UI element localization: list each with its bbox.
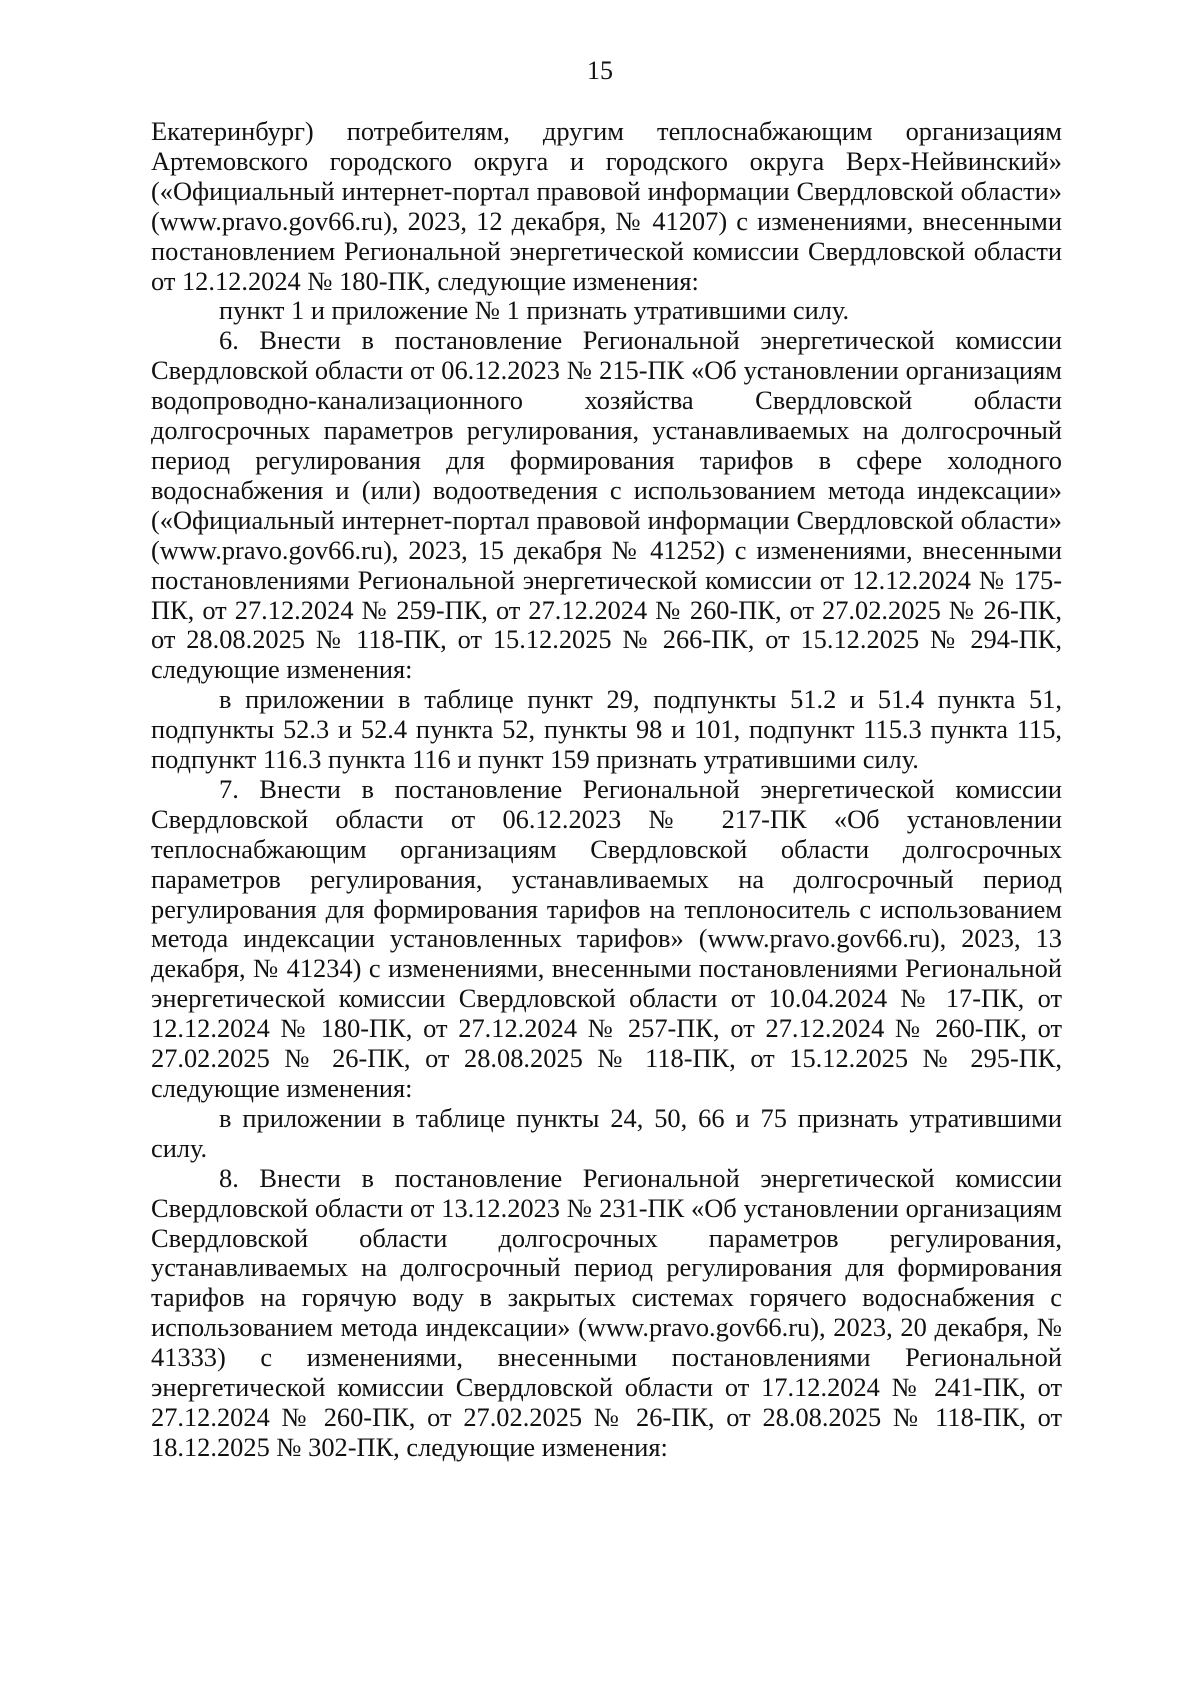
- paragraph-item-6-change: в приложении в таблице пункт 29, подпункты 51.2 и 51.4 пункта 51, подпункты 52.3 и 52.4 пункта 52, пункты 98 и 101, подпункт 115.3 пункта 115, подпункт 116.3 пункта 116 и пункт 159 признать утратившими силу.: [151, 684, 1062, 775]
- page-number: 15: [587, 56, 613, 85]
- document-body: [151, 117, 1062, 1463]
- paragraph-continuation: Екатеринбург) потребителям, другим теплоснабжающим организациям Артемовского городского округа и городского округа Верх-Нейвинский» («Официальный интернет-портал правовой информации Свердловской области» (www.pravo.gov66.ru), 2023, 12 декабря, № 41207) с изменениями, внесенными постановлением Региональной энергетической комиссии Свердловской области от 12.12.2024 № 180-ПК, следующие изменения:: [151, 116, 1062, 296]
- paragraph-item-8: 8. Внести в постановление Региональной энергетической комиссии Свердловской области от 13.12.2023 № 231-ПК «Об установлении организациям Свердловской области долгосрочных параметров регулирования, устанавливаемых на долгосрочный период регулирования для формирования тарифов на горячую воду в закрытых системах горячего водоснабжения с использованием метода индексации» (www.pravo.gov66.ru), 2023, 20 декабря, № 41333) с изменениями, внесенными постановлениями Региональной энергетической комиссии Свердловской области от 17.12.2024 № 241-ПК, от 27.12.2024 № 260-ПК, от 27.02.2025 № 26-ПК, от 28.08.2025 № 118-ПК, от 18.12.2025 № 302-ПК, следующие изменения:: [151, 1162, 1062, 1462]
- paragraph-item-7-change: в приложении в таблице пункты 24, 50, 66 и 75 признать утратившими силу.: [151, 1102, 1062, 1163]
- paragraph-item-7: 7. Внести в постановление Региональной энергетической комиссии Свердловской области от 06.12.2023 № 217-ПК «Об установлении теплоснабжающим организациям Свердловской области долгосрочных параметров регулирования, устанавливаемых на долгосрочный период регулирования для формирования тарифов на теплоноситель с использованием метода индексации установленных тарифов» (www.pravo.gov66.ru), 2023, 13 декабря, № 41234) с изменениями, внесенными постановлениями Региональной энергетической комиссии Свердловской области от 10.04.2024 № 17-ПК, от 12.12.2024 № 180-ПК, от 27.12.2024 № 257-ПК, от 27.12.2024 № 260-ПК, от 27.02.2025 № 26-ПК, от 28.08.2025 № 118-ПК, от 15.12.2025 № 295-ПК, следующие изменения:: [151, 773, 1062, 1103]
- paragraph-item-5-change: пункт 1 и приложение № 1 признать утратившими силу.: [219, 295, 850, 326]
- paragraph-item-6: 6. Внести в постановление Региональной энергетической комиссии Свердловской области от 06.12.2023 № 215-ПК «Об установлении организациям водопроводно-канализационного хозяйства Свердловской области долгосрочных параметров регулирования, устанавливаемых на долгосрочный период регулирования для формирования тарифов в сфере холодного водоснабжения и (или) водоотведения с использованием метода индексации» («Официальный интернет-портал правовой информации Свердловской области» (www.pravo.gov66.ru), 2023, 15 декабря № 41252) с изменениями, внесенными постановлениями Региональной энергетической комиссии от 12.12.2024 № 175-ПК, от 27.12.2024 № 259-ПК, от 27.12.2024 № 260-ПК, от 27.02.2025 № 26-ПК, от 28.08.2025 № 118-ПК, от 15.12.2025 № 266-ПК, от 15.12.2025 № 294-ПК, следующие изменения:: [151, 325, 1062, 685]
